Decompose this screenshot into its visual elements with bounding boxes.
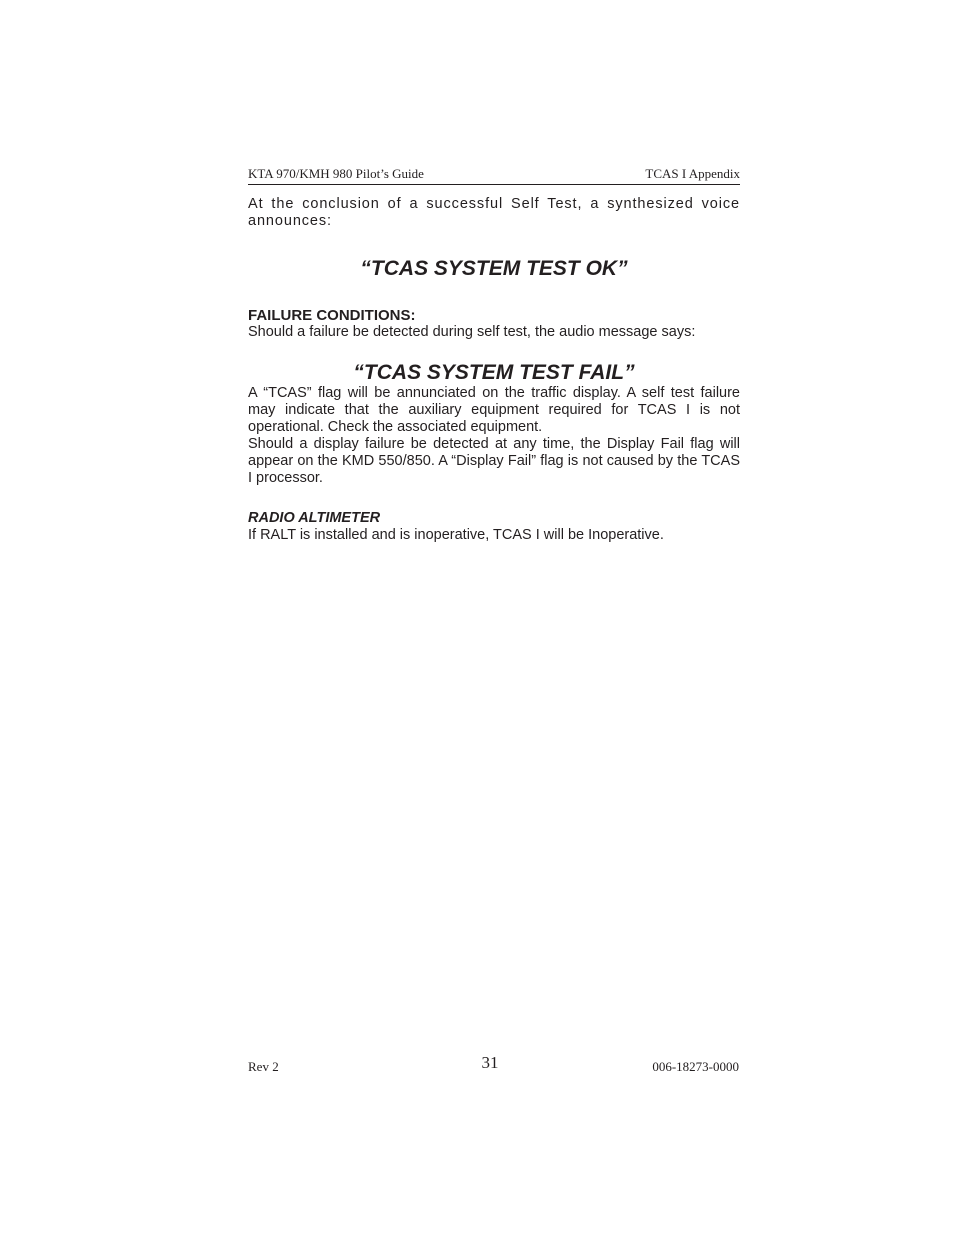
header-section-title: TCAS I Appendix [645, 166, 740, 181]
voice-message-test-ok: “TCAS SYSTEM TEST OK” [360, 257, 628, 280]
running-header [248, 166, 740, 185]
failure-intro-paragraph: Should a failure be detected during self test, the audio message says: [248, 324, 696, 340]
footer-document-number: 006-18273-0000 [652, 1059, 739, 1074]
radio-altimeter-heading: RADIO ALTIMETER [248, 510, 381, 526]
voice-message-test-fail: “TCAS SYSTEM TEST FAIL” [353, 361, 635, 384]
intro-paragraph: At the conclusion of a successful Self Test, a synthesized voice announces: [248, 196, 740, 229]
footer-revision: Rev 2 [248, 1059, 279, 1074]
header-document-title: KTA 970/KMH 980 Pilot’s Guide [248, 166, 424, 181]
radio-altimeter-paragraph: If RALT is installed and is inoperative, TCAS I will be Inoperative. [248, 527, 664, 543]
page-number: 31 [481, 1053, 499, 1072]
display-fail-paragraph: Should a display failure be detected at any time, the Display Fail flag will appear on the KMD 550/850. A “Display Fail” flag is not caused by the TCAS I processor. [248, 436, 740, 486]
page-content [248, 196, 740, 544]
tcas-flag-paragraph: A “TCAS” flag will be annunciated on the traffic display. A self test failure may indicate that the auxiliary equipment required for TCAS I is not operational. Check the associated equipment. [248, 385, 740, 435]
failure-conditions-heading: FAILURE CONDITIONS: [248, 307, 416, 324]
